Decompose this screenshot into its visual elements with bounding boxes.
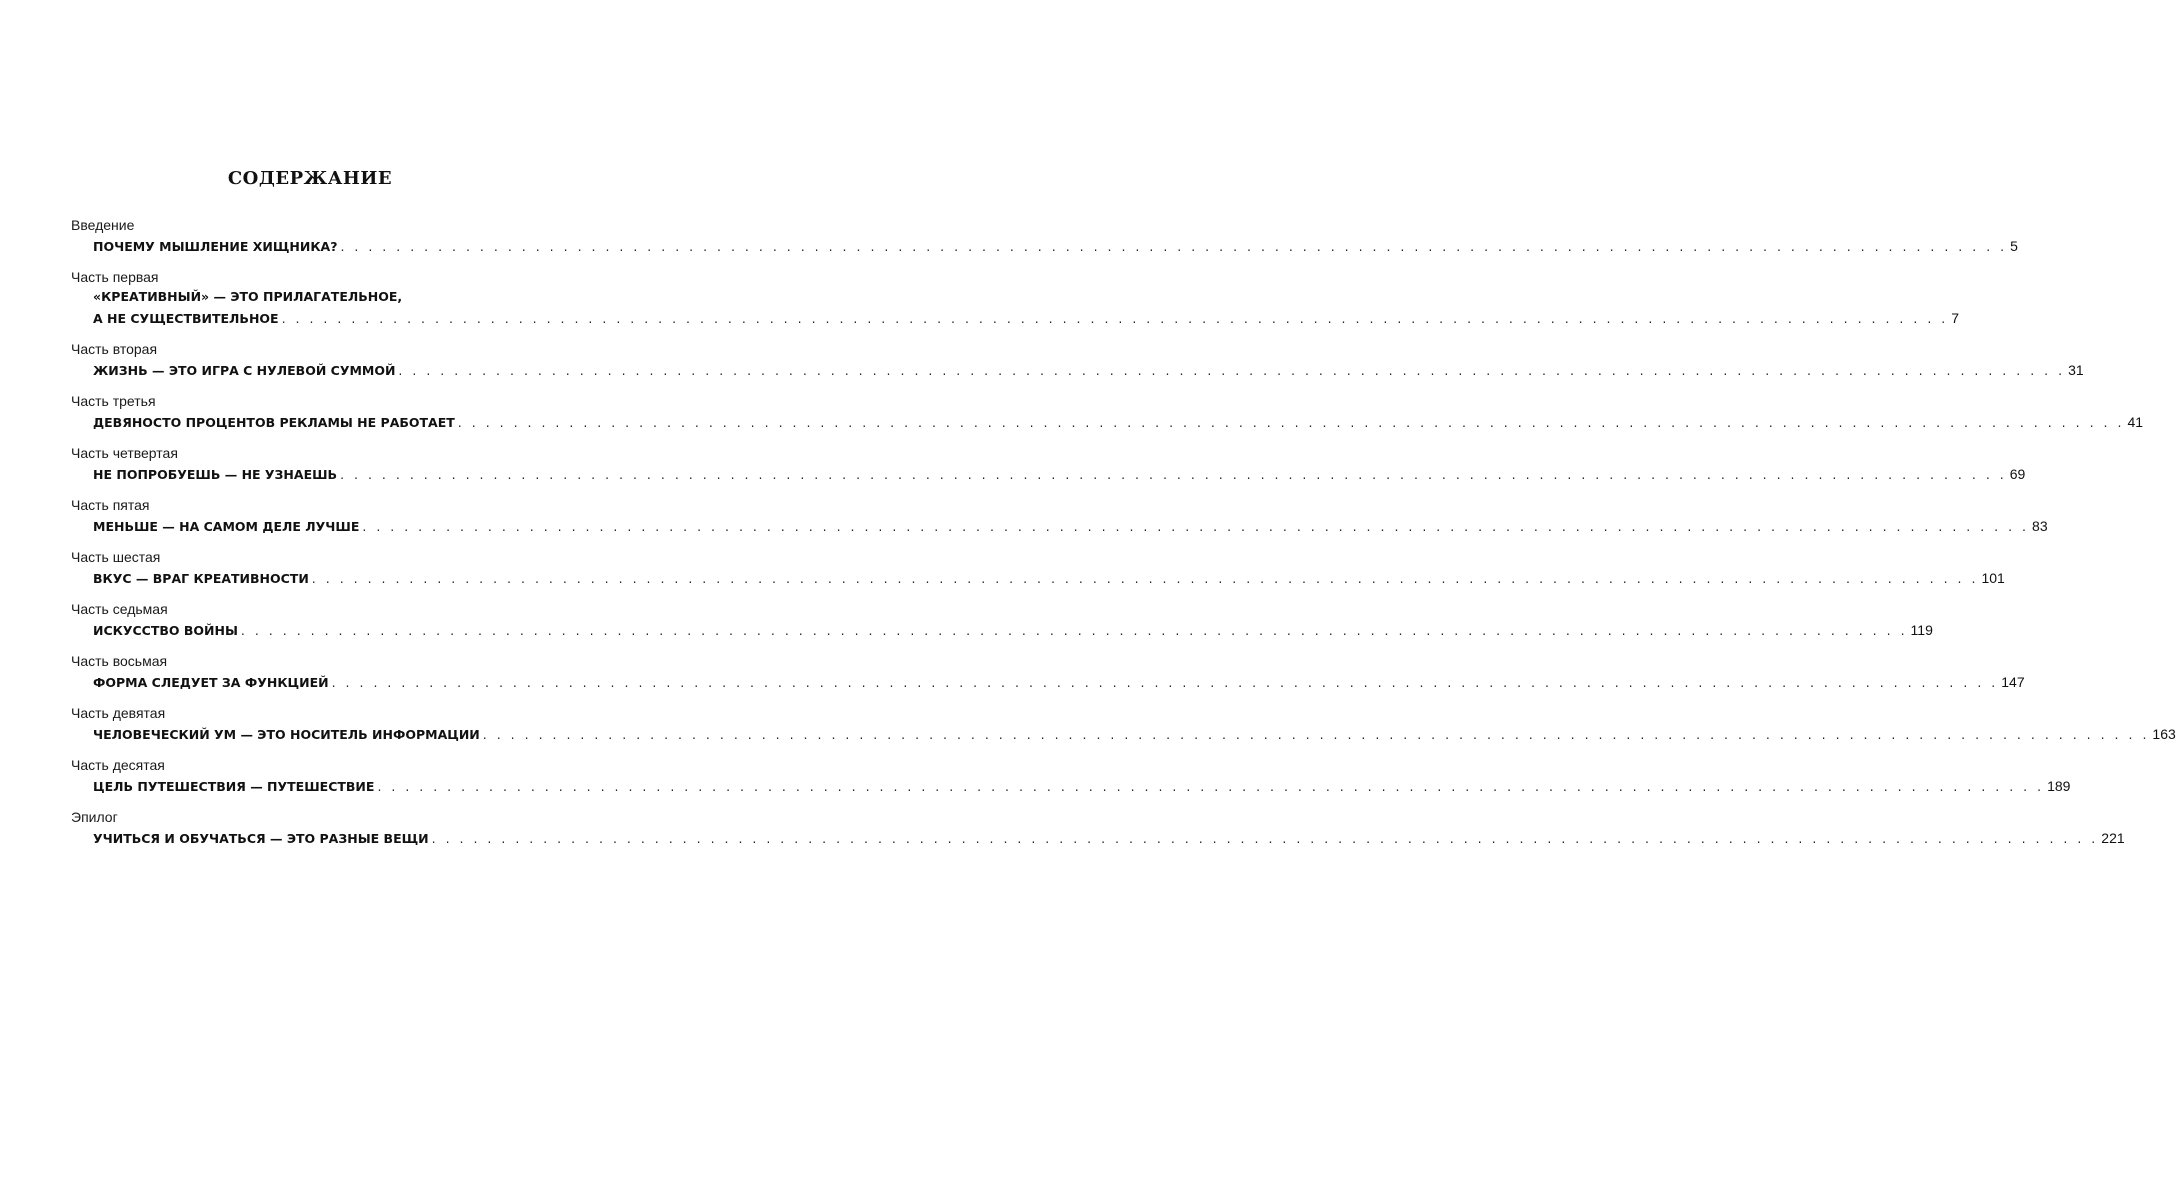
dot-leader: . . . . . . . . . . . . . . . . . . . . . . . . . . . . . . . . . . . . . . . . . . . . . . . . . . . . . . . . . . . . . . . . . . . . . . . . . . . . . . . . . . . . . . . . . . . . . . . . . . . . . . . . . . . . . . . . . . . . . . . . bbox=[377, 779, 2045, 794]
chapter-title: ЧЕЛОВЕЧЕСКИЙ УМ — ЭТО НОСИТЕЛЬ ИНФОРМАЦИИ bbox=[93, 727, 480, 742]
toc-section bbox=[71, 267, 1960, 330]
page-number: 31 bbox=[2068, 362, 2084, 378]
section-label: Часть девятая bbox=[71, 705, 166, 721]
dot-leader: . . . . . . . . . . . . . . . . . . . . . . . . . . . . . . . . . . . . . . . . . . . . . . . . . . . . . . . . . . . . . . . . . . . . . . . . . . . . . . . . . . . . . . . . . . . . . . . . . . . . . . . . . . . . . . . . . . . . . . . . bbox=[431, 831, 2099, 846]
toc-section bbox=[71, 547, 2005, 590]
toc-section bbox=[71, 391, 2144, 434]
section-label: Часть пятая bbox=[71, 497, 150, 513]
toc-entry[interactable] bbox=[93, 515, 2048, 538]
section-label: Часть десятая bbox=[71, 757, 165, 773]
page-number: 83 bbox=[2032, 518, 2048, 534]
toc-entry[interactable] bbox=[93, 235, 2018, 258]
page-number: 147 bbox=[2001, 674, 2025, 690]
chapter-title: ДЕВЯНОСТО ПРОЦЕНТОВ РЕКЛАМЫ НЕ РАБОТАЕТ bbox=[93, 415, 455, 430]
toc-section bbox=[71, 495, 2048, 538]
section-label: Часть первая bbox=[71, 269, 159, 285]
toc-section bbox=[71, 807, 2125, 850]
chapter-title-line: «КРЕАТИВНЫЙ» — ЭТО ПРИЛАГАТЕЛЬНОЕ, bbox=[93, 289, 403, 304]
section-label: Часть вторая bbox=[71, 341, 158, 357]
table-of-contents bbox=[71, 215, 2176, 859]
toc-section bbox=[71, 599, 1933, 642]
dot-leader: . . . . . . . . . . . . . . . . . . . . . . . . . . . . . . . . . . . . . . . . . . . . . . . . . . . . . . . . . . . . . . . . . . . . . . . . . . . . . . . . . . . . . . . . . . . . . . . . . . . . . . . . . . . . . . . . . . . . . . . . bbox=[482, 727, 2150, 742]
dot-leader: . . . . . . . . . . . . . . . . . . . . . . . . . . . . . . . . . . . . . . . . . . . . . . . . . . . . . . . . . . . . . . . . . . . . . . . . . . . . . . . . . . . . . . . . . . . . . . . . . . . . . . . . . . . . . . . . . . . . . . . . bbox=[340, 467, 2007, 482]
toc-section bbox=[71, 443, 2026, 486]
toc-section bbox=[71, 651, 2025, 694]
page-number: 221 bbox=[2101, 830, 2125, 846]
section-label: Введение bbox=[71, 217, 135, 233]
page-number: 163 bbox=[2152, 726, 2176, 742]
chapter-title: А НЕ СУЩЕСТВИТЕЛЬНОЕ bbox=[93, 311, 279, 326]
chapter-title: УЧИТЬСЯ И ОБУЧАТЬСЯ — ЭТО РАЗНЫЕ ВЕЩИ bbox=[93, 831, 429, 846]
toc-entry[interactable] bbox=[93, 723, 2176, 746]
page-number: 41 bbox=[2127, 414, 2144, 430]
chapter-title: ВКУС — ВРАГ КРЕАТИВНОСТИ bbox=[93, 571, 309, 586]
dot-leader: . . . . . . . . . . . . . . . . . . . . . . . . . . . . . . . . . . . . . . . . . . . . . . . . . . . . . . . . . . . . . . . . . . . . . . . . . . . . . . . . . . . . . . . . . . . . . . . . . . . . . . . . . . . . . . . . . . . . . . . . bbox=[281, 311, 1949, 326]
section-label: Часть восьмая bbox=[71, 653, 168, 669]
toc-entry[interactable] bbox=[93, 359, 2084, 382]
section-label: Часть шестая bbox=[71, 549, 161, 565]
page-number: 5 bbox=[2010, 238, 2018, 254]
toc-section bbox=[71, 703, 2176, 746]
dot-leader: . . . . . . . . . . . . . . . . . . . . . . . . . . . . . . . . . . . . . . . . . . . . . . . . . . . . . . . . . . . . . . . . . . . . . . . . . . . . . . . . . . . . . . . . . . . . . . . . . . . . . . . . . . . . . . . . . . . . . . . . bbox=[362, 519, 2030, 534]
chapter-title: ФОРМА СЛЕДУЕТ ЗА ФУНКЦИЕЙ bbox=[93, 675, 329, 690]
toc-entry[interactable] bbox=[93, 619, 1933, 642]
chapter-title: НЕ ПОПРОБУЕШЬ — НЕ УЗНАЕШЬ bbox=[93, 467, 338, 482]
toc-entry[interactable] bbox=[93, 567, 2005, 590]
dot-leader: . . . . . . . . . . . . . . . . . . . . . . . . . . . . . . . . . . . . . . . . . . . . . . . . . . . . . . . . . . . . . . . . . . . . . . . . . . . . . . . . . . . . . . . . . . . . . . . . . . . . . . . . . . . . . . . . . . . . . . . . bbox=[311, 571, 1979, 586]
toc-entry[interactable] bbox=[93, 827, 2125, 850]
section-label: Часть седьмая bbox=[71, 601, 168, 617]
toc-section bbox=[71, 339, 2084, 382]
toc-section bbox=[71, 215, 2018, 258]
toc-section bbox=[71, 755, 2071, 798]
dot-leader: . . . . . . . . . . . . . . . . . . . . . . . . . . . . . . . . . . . . . . . . . . . . . . . . . . . . . . . . . . . . . . . . . . . . . . . . . . . . . . . . . . . . . . . . . . . . . . . . . . . . . . . . . . . . . . . . . . . . . . . . bbox=[457, 415, 2125, 430]
dot-leader: . . . . . . . . . . . . . . . . . . . . . . . . . . . . . . . . . . . . . . . . . . . . . . . . . . . . . . . . . . . . . . . . . . . . . . . . . . . . . . . . . . . . . . . . . . . . . . . . . . . . . . . . . . . . . . . . . . . . . . . . bbox=[398, 363, 2066, 378]
chapter-title: ИСКУССТВО ВОЙНЫ bbox=[93, 623, 238, 638]
toc-entry[interactable] bbox=[93, 671, 2025, 694]
section-label: Часть третья bbox=[71, 393, 156, 409]
page-number: 101 bbox=[1981, 570, 2005, 586]
chapter-title: ЦЕЛЬ ПУТЕШЕСТВИЯ — ПУТЕШЕСТВИЕ bbox=[93, 779, 375, 794]
page-number: 189 bbox=[2047, 778, 2071, 794]
toc-entry[interactable] bbox=[93, 775, 2071, 798]
chapter-title: МЕНЬШЕ — НА САМОМ ДЕЛЕ ЛУЧШЕ bbox=[93, 519, 360, 534]
page-number: 69 bbox=[2009, 466, 2026, 482]
toc-entry[interactable] bbox=[93, 411, 2144, 434]
chapter-title: ЖИЗНЬ — ЭТО ИГРА С НУЛЕВОЙ СУММОЙ bbox=[93, 363, 396, 378]
dot-leader: . . . . . . . . . . . . . . . . . . . . . . . . . . . . . . . . . . . . . . . . . . . . . . . . . . . . . . . . . . . . . . . . . . . . . . . . . . . . . . . . . . . . . . . . . . . . . . . . . . . . . . . . . . . . . . . . . . . . . . . . bbox=[240, 623, 1908, 638]
dot-leader: . . . . . . . . . . . . . . . . . . . . . . . . . . . . . . . . . . . . . . . . . . . . . . . . . . . . . . . . . . . . . . . . . . . . . . . . . . . . . . . . . . . . . . . . . . . . . . . . . . . . . . . . . . . . . . . . . . . . . . . . bbox=[331, 675, 1999, 690]
toc-entry[interactable] bbox=[93, 463, 2026, 486]
section-label: Эпилог bbox=[71, 809, 118, 825]
chapter-title: ПОЧЕМУ МЫШЛЕНИЕ ХИЩНИКА? bbox=[93, 239, 338, 254]
section-label: Часть четвертая bbox=[71, 445, 178, 461]
page-title: СОДЕРЖАНИЕ bbox=[227, 168, 393, 189]
dot-leader: . . . . . . . . . . . . . . . . . . . . . . . . . . . . . . . . . . . . . . . . . . . . . . . . . . . . . . . . . . . . . . . . . . . . . . . . . . . . . . . . . . . . . . . . . . . . . . . . . . . . . . . . . . . . . . . . . . . . . . . . bbox=[340, 239, 2008, 254]
page-number: 7 bbox=[1951, 310, 1960, 326]
page-number: 119 bbox=[1910, 622, 1933, 638]
toc-entry[interactable] bbox=[93, 307, 1960, 330]
